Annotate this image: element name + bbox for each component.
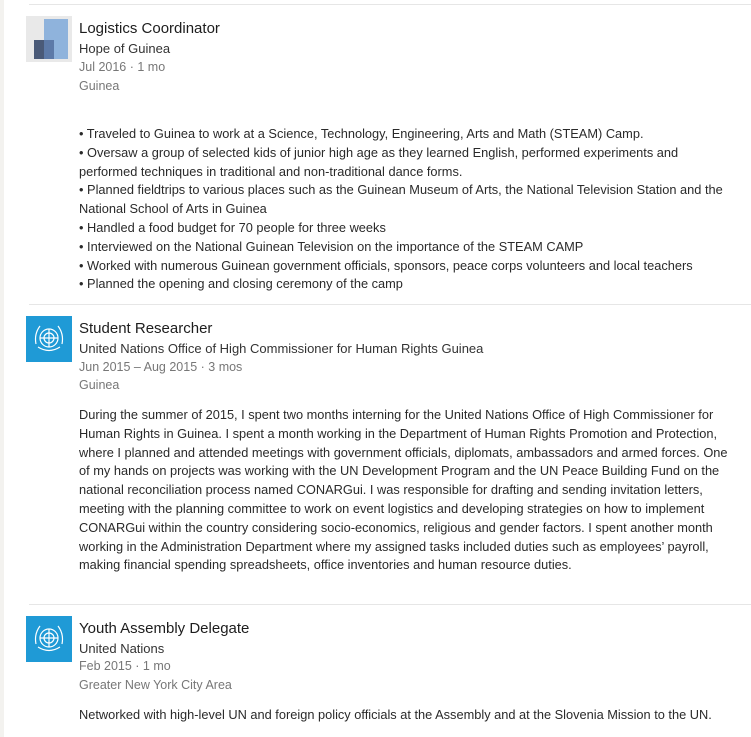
description-bullet: • Interviewed on the National Guinean Television on the importance of the STEAM CAMP	[79, 238, 584, 254]
job-description	[79, 125, 739, 294]
entry-divider	[29, 604, 751, 605]
un-emblem-icon[interactable]	[26, 316, 72, 362]
company-name[interactable]: Hope of Guinea	[79, 41, 171, 56]
description-bullet: • Traveled to Guinea to work at a Science, Technology, Engineering, Arts and Math (STEAM) Camp.	[79, 126, 644, 141]
job-description	[79, 706, 747, 725]
job-title[interactable]: Youth Assembly Delegate	[79, 620, 250, 637]
job-title[interactable]: Logistics Coordinator	[79, 20, 220, 37]
job-description	[79, 406, 739, 575]
location: Guinea	[79, 378, 120, 392]
location: Guinea	[79, 79, 120, 93]
description-bullet: • Handled a food budget for 70 people for three weeks	[79, 219, 386, 235]
un-emblem-icon[interactable]	[26, 616, 72, 662]
top-divider	[29, 4, 751, 5]
description-bullet: • Planned fieldtrips to various places such as the Guinean Museum of Arts, the National Television Station and the National School of Arts in Guinea	[79, 182, 723, 217]
company-name[interactable]: United Nations Office of High Commissioner for Human Rights Guinea	[79, 341, 484, 356]
date-range: Feb 2015 · 1 mo	[79, 659, 171, 673]
experience-card	[4, 0, 751, 737]
description-text: During the summer of 2015, I spent two months interning for the United Nations Office of High Commissioner for Human Rights in Guinea. I spent a month working in the Department of Human Rights Promotion and Protection, where I planned and attended meetings with government officials, diplomats, ambassadors and armed forces. One of my hands on projects was working with the UN Development Program and the UN Peace Building Fund on the national reconciliation process named CONARGui. I was responsible for drafting and sending invitation letters, meeting with the planning committee to work on event logistics and developing strategies on how to implement CONARGui within the country considering socio-economics, religious and gender factors. I spent another month working in the Administration Department where my assigned tasks included duties such as employees’ payroll, making financial spending spreadsheets, office inventories and human resource duties.	[79, 407, 728, 573]
entry-divider	[29, 304, 751, 305]
company-name[interactable]: United Nations	[79, 641, 165, 656]
description-bullet: • Worked with numerous Guinean government officials, sponsors, peace corps volunteers and local teachers	[79, 257, 693, 273]
description-bullet: • Planned the opening and closing ceremony of the camp	[79, 276, 403, 292]
date-range: Jun 2015 – Aug 2015 · 3 mos	[79, 360, 243, 374]
description-text: Networked with high-level UN and foreign policy officials at the Assembly and at the Slovenia Mission to the UN.	[79, 707, 712, 722]
location: Greater New York City Area	[79, 678, 232, 692]
date-range: Jul 2016 · 1 mo	[79, 60, 166, 74]
job-title[interactable]: Student Researcher	[79, 320, 213, 337]
description-bullet: • Oversaw a group of selected kids of junior high age as they learned English, performed experiments and performed techniques in traditional and non-traditional dance forms.	[79, 144, 679, 179]
abstract-building-logo-icon[interactable]	[26, 16, 72, 62]
